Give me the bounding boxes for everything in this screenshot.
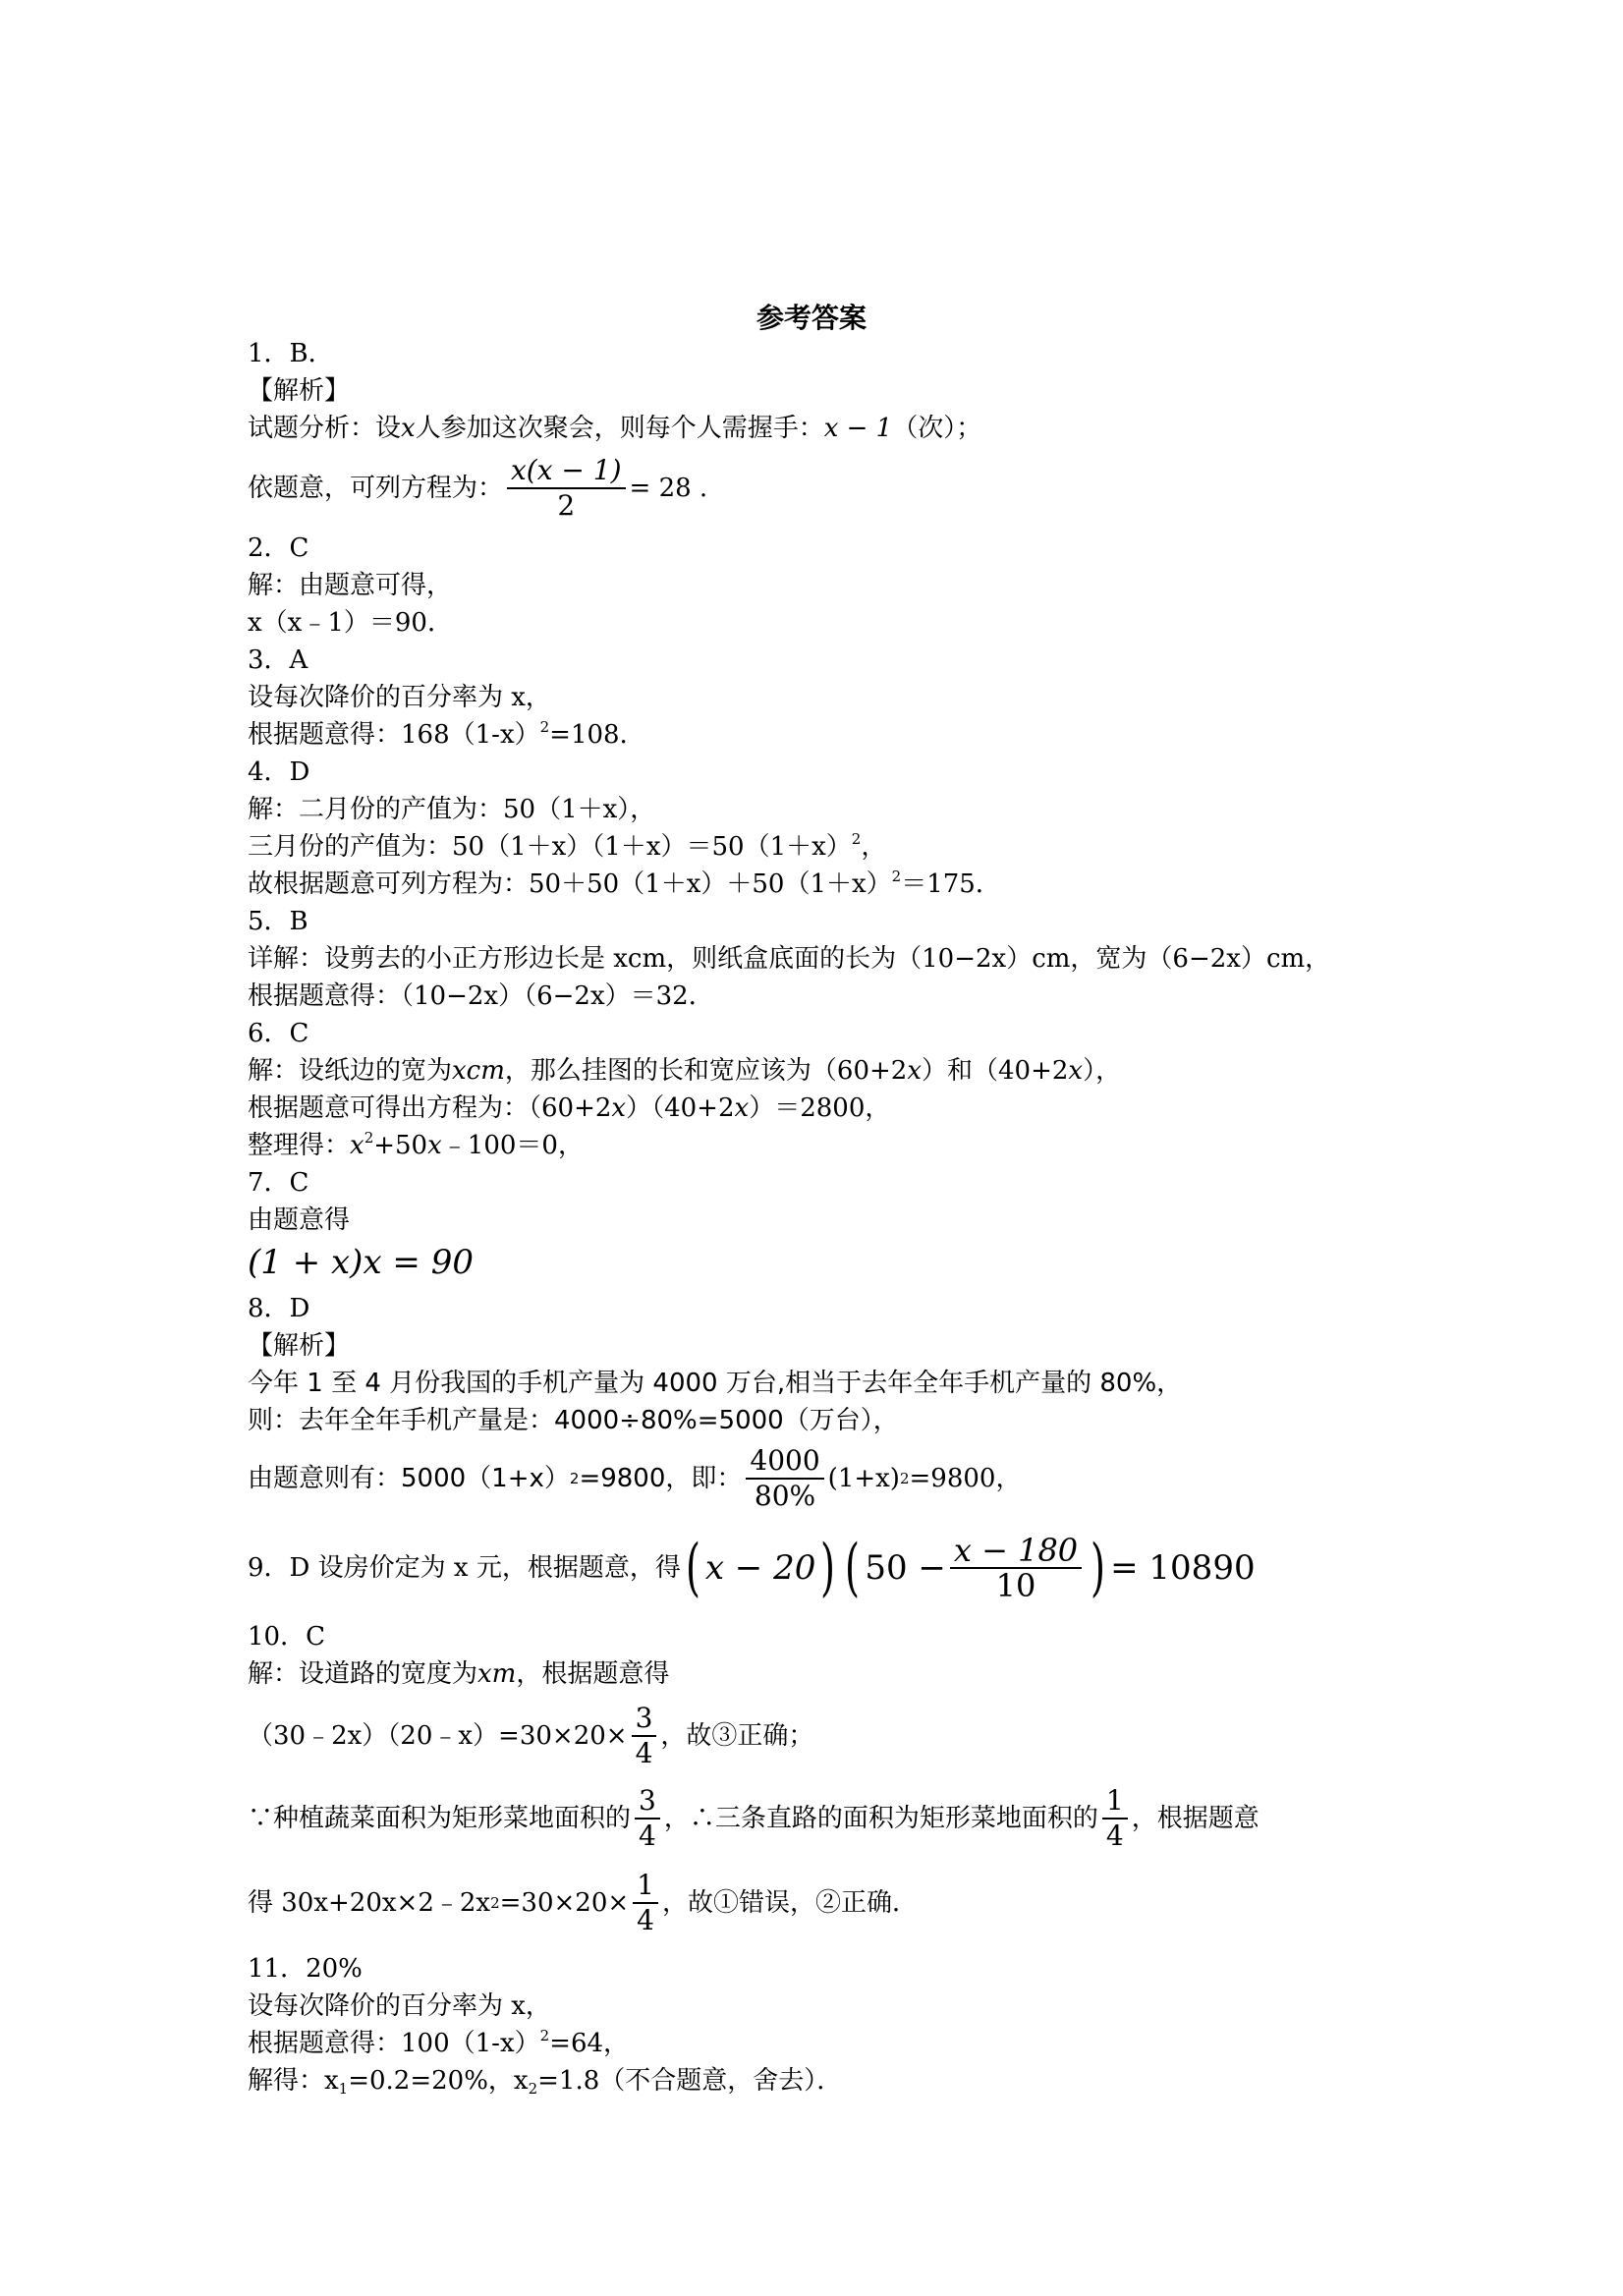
text: 解得：x xyxy=(248,2066,339,2096)
q11-answer: 11．20% xyxy=(248,1954,363,1984)
fraction xyxy=(507,454,626,523)
q4-answer: 4．D xyxy=(248,757,310,787)
variable: x xyxy=(1068,1056,1084,1086)
q11-line3 xyxy=(248,2063,842,2099)
q4-line1: 解：二月份的产值为：50（1＋x）， xyxy=(248,795,656,824)
q11-line2 xyxy=(248,2026,629,2061)
q4-line3 xyxy=(248,867,1001,902)
q10-line2 xyxy=(248,1698,813,1774)
text: （30﹣2x）（20﹣x）=30×20× xyxy=(248,1721,628,1751)
q2-line2: x（x﹣1）＝90． xyxy=(248,608,453,638)
variable: x xyxy=(907,1056,922,1086)
variable: xm xyxy=(477,1659,517,1689)
superscript: 2 xyxy=(851,830,862,848)
text: =9800， xyxy=(909,1464,1022,1493)
q4-line2 xyxy=(248,829,886,865)
text: ，那么挂图的长和宽应该为（60+2 xyxy=(504,1056,908,1086)
variable: xcm xyxy=(452,1056,505,1086)
subscript: 2 xyxy=(528,2080,538,2098)
fraction-numerator: 1 xyxy=(637,1869,654,1901)
q6-line1 xyxy=(248,1053,1121,1089)
paren-open: ( xyxy=(685,1532,700,1604)
fraction-denominator: 4 xyxy=(637,1904,654,1936)
q6-line3 xyxy=(248,1128,584,1163)
expression: 50 − xyxy=(865,1548,946,1588)
text: 故根据题意可列方程为：50＋50（1＋x）＋50（1＋x） xyxy=(248,869,892,899)
fraction xyxy=(633,1869,658,1937)
fraction-numerator: 3 xyxy=(639,1784,656,1817)
text: ＝175． xyxy=(901,869,1001,899)
text: 解：设道路的宽度为 xyxy=(248,1659,478,1689)
text: 解：设纸边的宽为 xyxy=(248,1056,453,1086)
q7-line1: 由题意得 xyxy=(248,1205,351,1235)
text: ，∴三条直路的面积为矩形菜地面积的 xyxy=(663,1804,1098,1833)
text: ﹣100＝0， xyxy=(441,1131,584,1160)
q8-line2: 则：去年全年手机产量是：4000÷80%=5000（万台）， xyxy=(248,1406,899,1435)
q1-answer: 1．B． xyxy=(248,339,334,368)
fraction-denominator: 80% xyxy=(754,1480,816,1512)
text: 整理得： xyxy=(248,1131,351,1160)
variable: x xyxy=(350,1131,364,1160)
fraction-denominator: 4 xyxy=(635,1737,653,1769)
q11-line1: 设每次降价的百分率为 x， xyxy=(248,1991,551,2021)
text: 由题意则有：5000（1+x） xyxy=(248,1464,570,1493)
fraction-numerator: 4000 xyxy=(750,1444,820,1477)
text: ，根据题意 xyxy=(1131,1804,1259,1833)
q7-equation: (1 + x)x = 90 xyxy=(248,1243,474,1282)
q8-tag: 【解析】 xyxy=(248,1331,351,1361)
fraction-denominator: 2 xyxy=(557,489,576,522)
text: （次）； xyxy=(892,414,982,443)
text: 根据题意可得出方程为：（60+2 xyxy=(248,1093,612,1123)
q1-line2 xyxy=(248,450,707,527)
text: +50 xyxy=(373,1131,428,1160)
text: ∵种植蔬菜面积为矩形菜地面积的 xyxy=(248,1804,632,1833)
text: = 28 . xyxy=(629,474,708,503)
fraction-numerator: 1 xyxy=(1105,1784,1124,1817)
q1-line1 xyxy=(248,411,981,446)
q1-tag: 【解析】 xyxy=(248,376,351,406)
q6-answer: 6．C xyxy=(248,1019,309,1048)
text: 人参加这次聚会，则每个人需握手： xyxy=(415,414,824,443)
text: ，根据题意得 xyxy=(516,1659,670,1689)
q10-line3 xyxy=(248,1780,1259,1857)
q10-line1 xyxy=(248,1656,669,1692)
q10-line4: 得 30x+20x×2﹣2x 2 =30×20× $\frac{1}{4}$ ，故①错误，②正确． xyxy=(248,1865,918,1941)
text: 9．D 设房价定为 x 元，根据题意，得 xyxy=(248,1553,681,1583)
text: =108． xyxy=(549,720,645,750)
text: ）（40+2 xyxy=(626,1093,735,1123)
fraction xyxy=(746,1444,823,1513)
subscript: 1 xyxy=(338,2080,349,2098)
text: ）， xyxy=(1083,1056,1122,1086)
text: ）和（40+2 xyxy=(922,1056,1069,1086)
fraction-numerator: x(x − 1) xyxy=(511,454,622,486)
q3-line1: 设每次降价的百分率为 x， xyxy=(248,683,551,712)
page-title: 参考答案 xyxy=(756,302,867,334)
text: 根据题意得：100（1-x） xyxy=(248,2029,540,2058)
variable: x xyxy=(734,1093,750,1123)
fraction xyxy=(635,1784,660,1853)
fraction-denominator: 4 xyxy=(1105,1820,1124,1852)
fraction xyxy=(632,1702,657,1770)
q8-line1: 今年 1 至 4 月份我国的手机产量为 4000 万台,相当于去年全年手机产量的 80%， xyxy=(248,1369,1183,1398)
fraction-numerator: 3 xyxy=(635,1702,653,1734)
text: =1.8（不合题意，舍去）． xyxy=(537,2066,843,2096)
superscript: 2 xyxy=(891,868,902,885)
superscript: 2 xyxy=(539,2027,550,2044)
fraction-denominator: 4 xyxy=(639,1820,656,1852)
expression: x − 1 xyxy=(823,414,893,443)
variable: x xyxy=(401,414,416,443)
q8-answer: 8．D xyxy=(248,1294,310,1323)
text: ，故③正确； xyxy=(660,1721,814,1751)
paren-close: ) xyxy=(820,1532,836,1604)
text: =9800，即： xyxy=(579,1464,743,1493)
text: 根据题意得：168（1-x） xyxy=(248,720,540,750)
text: =64， xyxy=(549,2029,630,2058)
text: ， xyxy=(861,832,887,862)
fraction-denominator: 10 xyxy=(995,1567,1036,1604)
q10-answer: 10．C xyxy=(248,1622,325,1652)
paren-close: ) xyxy=(1091,1532,1106,1604)
q3-answer: 3．A xyxy=(248,645,308,675)
q8-line3: 由题意则有：5000（1+x） 2 =9800，即： $\frac{4000}{80\%}$ (1+x) 2 =9800， xyxy=(248,1440,1021,1517)
paren-open: ( xyxy=(845,1532,861,1604)
q5-line2: 根据题意得：（10−2x）（6−2x）＝32． xyxy=(248,981,714,1011)
q3-line2 xyxy=(248,717,645,753)
text: =0.2=20%，x xyxy=(348,2066,529,2096)
text: 试题分析：设 xyxy=(248,414,402,443)
q9-line xyxy=(248,1529,1256,1607)
text: ，故①错误，②正确． xyxy=(661,1888,918,1918)
text: =30×20× xyxy=(499,1888,630,1918)
q7-answer: 7．C xyxy=(248,1168,309,1198)
equation xyxy=(681,1530,1256,1606)
expression: x − 20 xyxy=(704,1548,816,1588)
variable: x xyxy=(427,1131,442,1160)
fraction xyxy=(1102,1784,1128,1853)
q6-line2 xyxy=(248,1091,890,1126)
q2-answer: 2．C xyxy=(248,533,309,563)
fraction xyxy=(950,1534,1082,1602)
superscript: 2 xyxy=(364,1129,374,1147)
fraction-numerator: x − 180 xyxy=(953,1532,1079,1569)
text: (1+x) xyxy=(827,1464,900,1493)
q5-line1: 详解：设剪去的小正方形边长是 xcm，则纸盒底面的长为（10−2x）cm，宽为（6−2x）cm， xyxy=(248,944,1331,974)
expression: = 10890 xyxy=(1110,1548,1256,1588)
text: 依题意，可列方程为： xyxy=(248,474,504,503)
text: ）＝2800， xyxy=(749,1093,891,1123)
superscript: 2 xyxy=(539,718,550,736)
text: 三月份的产值为：50（1＋x）（1＋x）＝50（1＋x） xyxy=(248,832,852,862)
text: 得 30x+20x×2﹣2x xyxy=(248,1888,491,1918)
variable: x xyxy=(611,1093,627,1123)
q5-answer: 5．B xyxy=(248,907,308,936)
q2-line1: 解：由题意可得， xyxy=(248,571,453,600)
